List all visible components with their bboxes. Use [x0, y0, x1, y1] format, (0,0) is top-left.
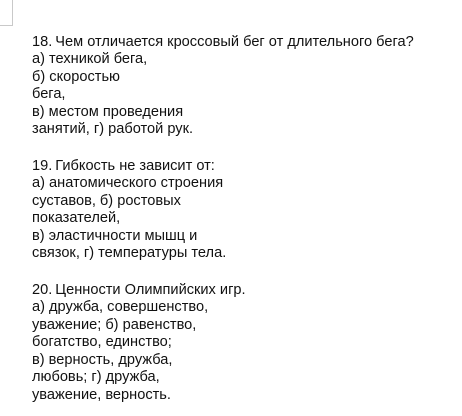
question-heading	[32, 157, 452, 175]
question-heading	[32, 281, 452, 299]
answer-line: а) техникой бега,	[32, 51, 148, 67]
question-20	[32, 281, 452, 405]
answer-line: любовь; г) дружба,	[32, 369, 160, 386]
answer-line: богатство, единство;	[32, 334, 172, 351]
question-number: 20.	[32, 281, 53, 298]
question-18	[32, 33, 452, 139]
answer-line: связок, г) температуры тела.	[32, 245, 227, 262]
answer-line: бега,	[32, 86, 66, 103]
answer-line: б) скоростью	[32, 68, 120, 85]
question-number: 18.	[32, 34, 53, 50]
document-body	[32, 33, 452, 405]
answer-line: в) эластичности мышц и	[32, 227, 198, 244]
answer-line: показателей,	[32, 210, 121, 227]
question-number: 19.	[32, 157, 53, 174]
question-title: Гибкость не зависит от:	[55, 157, 215, 174]
question-heading	[32, 33, 452, 51]
question-19	[32, 157, 452, 263]
answer-line: уважение, верность.	[32, 386, 171, 403]
answer-line: суставов, б) ростовых	[32, 192, 181, 209]
page-corner-mark	[0, 0, 13, 26]
answer-line: в) верность, дружба,	[32, 351, 173, 368]
answer-line: в) местом проведения	[32, 103, 184, 120]
question-title: Чем отличается кроссовый бег от длительного бега?	[55, 34, 414, 50]
answer-line: а) анатомического строения	[32, 174, 224, 191]
answer-line: уважение; б) равенство,	[32, 316, 197, 333]
answer-line: а) дружба, совершенство,	[32, 298, 209, 315]
answer-line: занятий, г) работой рук.	[32, 121, 194, 138]
question-title: Ценности Олимпийских игр.	[55, 281, 246, 298]
